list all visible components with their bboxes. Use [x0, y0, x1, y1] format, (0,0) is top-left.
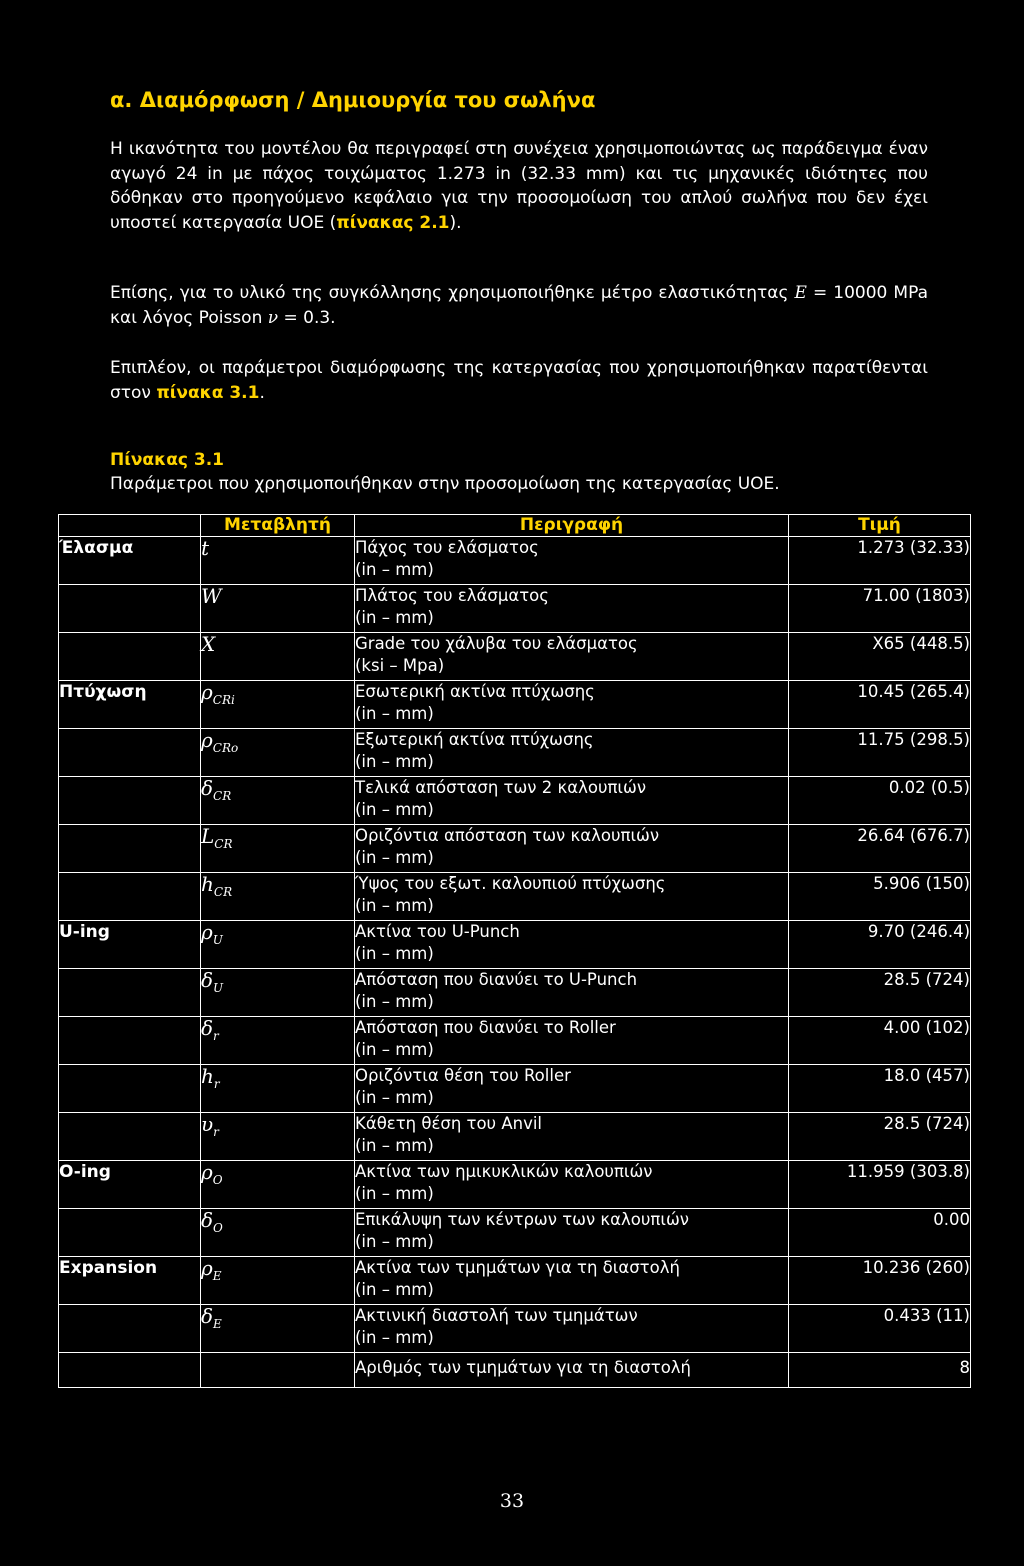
- symbol-main: X: [201, 632, 216, 656]
- row-symbol: [201, 1017, 355, 1065]
- description-text: Ακτινική διαστολή των τμημάτων: [355, 1306, 638, 1325]
- row-value: 0.00: [789, 1209, 971, 1257]
- row-value: 11.959 (303.8): [789, 1161, 971, 1209]
- row-group: [59, 1257, 201, 1305]
- description-unit: (in – mm): [355, 704, 434, 723]
- table-row: [59, 1257, 971, 1305]
- row-symbol: [201, 825, 355, 873]
- row-group: [59, 777, 201, 825]
- row-value: 10.45 (265.4): [789, 681, 971, 729]
- paragraph-text: Επιπλέον, οι παράμετροι διαμόρφωσης της κατεργασίας που χρησιμοποιήθηκαν παρατίθενται στον: [110, 358, 928, 403]
- paragraph-weld-material: [110, 281, 928, 330]
- row-description: [355, 585, 789, 633]
- table-reference[interactable]: πίνακα 3.1: [156, 382, 260, 403]
- row-value: 26.64 (676.7): [789, 825, 971, 873]
- row-group: [59, 1065, 201, 1113]
- row-description: [355, 633, 789, 681]
- row-group: [59, 633, 201, 681]
- table-row: [59, 825, 971, 873]
- row-value: 5.906 (150): [789, 873, 971, 921]
- row-group: [59, 1209, 201, 1257]
- row-group: [59, 1017, 201, 1065]
- row-group: [59, 1353, 201, 1388]
- table-row: [59, 1113, 971, 1161]
- description-unit: (in – mm): [355, 848, 434, 867]
- row-symbol: [201, 1065, 355, 1113]
- row-symbol: [201, 1161, 355, 1209]
- row-value: 11.75 (298.5): [789, 729, 971, 777]
- row-group: [59, 825, 201, 873]
- description-unit: (in – mm): [355, 1328, 434, 1347]
- row-description: [355, 1161, 789, 1209]
- table-row: [59, 1065, 971, 1113]
- row-symbol: [201, 1209, 355, 1257]
- row-description: [355, 1305, 789, 1353]
- description-text: Αριθμός των τμημάτων για τη διαστολή: [355, 1358, 692, 1377]
- symbol-subscript: O: [212, 1173, 223, 1187]
- symbol-subscript: CR: [213, 885, 233, 899]
- symbol-main: δ: [201, 1016, 214, 1040]
- row-value: 0.02 (0.5): [789, 777, 971, 825]
- row-value: 18.0 (457): [789, 1065, 971, 1113]
- row-value: 28.5 (724): [789, 1113, 971, 1161]
- row-group: [59, 729, 201, 777]
- symbol-main: W: [201, 584, 222, 608]
- description-text: Απόσταση που διανύει το Roller: [355, 1018, 616, 1037]
- row-value: 10.236 (260): [789, 1257, 971, 1305]
- description-unit: (in – mm): [355, 944, 434, 963]
- row-group: [59, 1113, 201, 1161]
- description-text: Πάχος του ελάσματος: [355, 538, 539, 557]
- description-text: Ύψος του εξωτ. καλουπιού πτύχωσης: [355, 874, 666, 893]
- description-unit: (in – mm): [355, 1088, 434, 1107]
- row-group: [59, 1305, 201, 1353]
- group-label: Έλασμα: [59, 538, 134, 558]
- row-description: [355, 825, 789, 873]
- description-text: Απόσταση που διανύει το U-Punch: [355, 970, 638, 989]
- row-group: [59, 585, 201, 633]
- paragraph-tail: .: [259, 382, 265, 403]
- description-unit: (in – mm): [355, 608, 434, 627]
- row-description: [355, 729, 789, 777]
- table-row: [59, 1017, 971, 1065]
- row-value: 8: [789, 1353, 971, 1388]
- table-row: [59, 921, 971, 969]
- row-value: 28.5 (724): [789, 969, 971, 1017]
- group-label: Πτύχωση: [59, 682, 147, 702]
- description-unit: (in – mm): [355, 1136, 434, 1155]
- row-description: [355, 1113, 789, 1161]
- row-description: [355, 873, 789, 921]
- symbol-main: δ: [201, 1208, 214, 1232]
- symbol-subscript: r: [213, 1029, 219, 1043]
- header-description: Περιγραφή: [355, 515, 789, 537]
- description-unit: (in – mm): [355, 1040, 434, 1059]
- row-value: 71.00 (1803): [789, 585, 971, 633]
- symbol-main: h: [201, 872, 214, 896]
- row-symbol: [201, 777, 355, 825]
- row-group: [59, 681, 201, 729]
- row-symbol: [201, 1305, 355, 1353]
- row-description: [355, 1017, 789, 1065]
- description-text: Ακτίνα των ημικυκλικών καλουπιών: [355, 1162, 653, 1181]
- header-value: Τιμή: [789, 515, 971, 537]
- description-text: Εσωτερική ακτίνα πτύχωσης: [355, 682, 595, 701]
- paragraph-text: = 0.3.: [278, 307, 336, 328]
- row-description: [355, 681, 789, 729]
- row-value: 1.273 (32.33): [789, 537, 971, 585]
- row-group: [59, 969, 201, 1017]
- symbol-subscript: U: [212, 933, 223, 947]
- paragraph-text: Επίσης, για το υλικό της συγκόλλησης χρησιμοποιήθηκε μέτρο ελαστικότητας: [110, 283, 795, 303]
- row-value: 9.70 (246.4): [789, 921, 971, 969]
- page-number: 33: [499, 1490, 525, 1512]
- symbol-main: δ: [201, 968, 214, 992]
- symbol-main: ρ: [201, 920, 213, 944]
- parameters-table: [58, 514, 971, 1388]
- description-text: Οριζόντια απόσταση των καλουπιών: [355, 826, 660, 845]
- description-unit: (in – mm): [355, 560, 434, 579]
- symbol-main: L: [201, 824, 215, 848]
- description-unit: (in – mm): [355, 896, 434, 915]
- paragraph-text: = 10000 MPa και λόγος Poisson: [110, 283, 928, 328]
- row-symbol: [201, 969, 355, 1017]
- row-value: 0.433 (11): [789, 1305, 971, 1353]
- row-description: [355, 921, 789, 969]
- symbol-subscript: r: [213, 1077, 220, 1091]
- symbol-subscript: CR: [213, 789, 232, 803]
- table-row: [59, 1305, 971, 1353]
- description-unit: (in – mm): [355, 992, 434, 1011]
- table-header-row: [59, 515, 971, 537]
- row-symbol: [201, 633, 355, 681]
- description-unit: (in – mm): [355, 800, 434, 819]
- row-group: [59, 537, 201, 585]
- table-row: [59, 537, 971, 585]
- row-symbol: [201, 921, 355, 969]
- table-row: [59, 729, 971, 777]
- description-unit: (ksi – Mpa): [355, 656, 445, 675]
- row-symbol: [201, 1257, 355, 1305]
- row-group: [59, 873, 201, 921]
- row-symbol: [201, 1353, 355, 1388]
- row-description: [355, 969, 789, 1017]
- table-row: [59, 1209, 971, 1257]
- description-text: Ακτίνα του U-Punch: [355, 922, 520, 941]
- symbol-subscript: E: [213, 1317, 222, 1331]
- symbol-subscript: CRo: [212, 741, 239, 755]
- row-group: [59, 1161, 201, 1209]
- symbol-main: ρ: [201, 728, 213, 752]
- description-unit: (in – mm): [355, 1232, 434, 1251]
- symbol-main: δ: [201, 1304, 214, 1328]
- symbol-subscript: E: [212, 1269, 222, 1283]
- symbol-main: δ: [201, 776, 214, 800]
- symbol-main: h: [201, 1064, 214, 1088]
- group-label: O-ing: [59, 1162, 111, 1182]
- paragraph-tail: ).: [449, 212, 462, 233]
- row-description: [355, 777, 789, 825]
- group-label: U-ing: [59, 922, 110, 942]
- row-description: [355, 1257, 789, 1305]
- table-row: [59, 1353, 971, 1388]
- symbol-subscript: CR: [214, 837, 233, 851]
- row-group: [59, 921, 201, 969]
- row-description: [355, 537, 789, 585]
- table-row: [59, 873, 971, 921]
- row-symbol: [201, 537, 355, 585]
- table-row: [59, 681, 971, 729]
- group-label: Expansion: [59, 1258, 158, 1278]
- header-group: [59, 515, 201, 537]
- paragraph-parameters: [110, 356, 928, 405]
- symbol-E: E: [794, 283, 807, 303]
- table-row: [59, 777, 971, 825]
- row-value: 4.00 (102): [789, 1017, 971, 1065]
- row-description: [355, 1209, 789, 1257]
- description-text: Grade του χάλυβα του ελάσματος: [355, 634, 638, 653]
- row-symbol: [201, 585, 355, 633]
- table-caption-text: Παράμετροι που χρησιμοποιήθηκαν στην προσομοίωση της κατεργασίας UOE.: [110, 474, 780, 494]
- description-text: Τελικά απόσταση των 2 καλουπιών: [355, 778, 647, 797]
- symbol-nu: ν: [267, 307, 279, 328]
- description-unit: (in – mm): [355, 752, 434, 771]
- description-unit: (in – mm): [355, 1280, 434, 1299]
- description-text: Επικάλυψη των κέντρων των καλουπιών: [355, 1210, 689, 1229]
- symbol-subscript: O: [213, 1221, 223, 1235]
- row-description: [355, 1065, 789, 1113]
- description-text: Πλάτος του ελάσματος: [355, 586, 549, 605]
- table-reference[interactable]: πίνακας 2.1: [336, 212, 450, 233]
- description-text: Κάθετη θέση του Anvil: [355, 1114, 543, 1133]
- symbol-main: ρ: [201, 1256, 213, 1280]
- table-row: [59, 585, 971, 633]
- table-row: [59, 969, 971, 1017]
- description-text: Εξωτερική ακτίνα πτύχωσης: [355, 730, 594, 749]
- section-title: α. Διαμόρφωση / Δημιουργία του σωλήνα: [110, 88, 596, 112]
- row-symbol: [201, 873, 355, 921]
- paragraph-text: Η ικανότητα του μοντέλου θα περιγραφεί στη συνέχεια χρησιμοποιώντας ως παράδειγμα έναν αγωγό 24 in με πάχος τοιχώματος 1.273 in (32.33 mm) και τις μηχανικές ιδιότητες που δόθηκαν στο προηγούμενο κεφάλαιο για την προσομοίωση του απλού σωλήνα που δεν έχει υποστεί κατεργασία UOE (: [110, 139, 928, 233]
- row-description: [355, 1353, 789, 1388]
- symbol-main: t: [201, 536, 210, 560]
- description-unit: (in – mm): [355, 1184, 434, 1203]
- description-text: Ακτίνα των τμημάτων για τη διαστολή: [355, 1258, 680, 1277]
- paragraph-model-description: [110, 137, 928, 235]
- row-symbol: [201, 729, 355, 777]
- table-row: [59, 633, 971, 681]
- table-caption-title: Πίνακας 3.1: [110, 450, 224, 470]
- symbol-main: ρ: [201, 1160, 213, 1184]
- header-variable: Μεταβλητή: [201, 515, 355, 537]
- row-symbol: [201, 1113, 355, 1161]
- row-symbol: [201, 681, 355, 729]
- symbol-subscript: U: [213, 981, 224, 995]
- symbol-main: υ: [201, 1112, 214, 1136]
- description-text: Οριζόντια θέση του Roller: [355, 1066, 571, 1085]
- table-row: [59, 1161, 971, 1209]
- symbol-subscript: CRi: [212, 693, 235, 707]
- symbol-subscript: r: [213, 1125, 219, 1139]
- symbol-main: ρ: [201, 680, 213, 704]
- row-value: X65 (448.5): [789, 633, 971, 681]
